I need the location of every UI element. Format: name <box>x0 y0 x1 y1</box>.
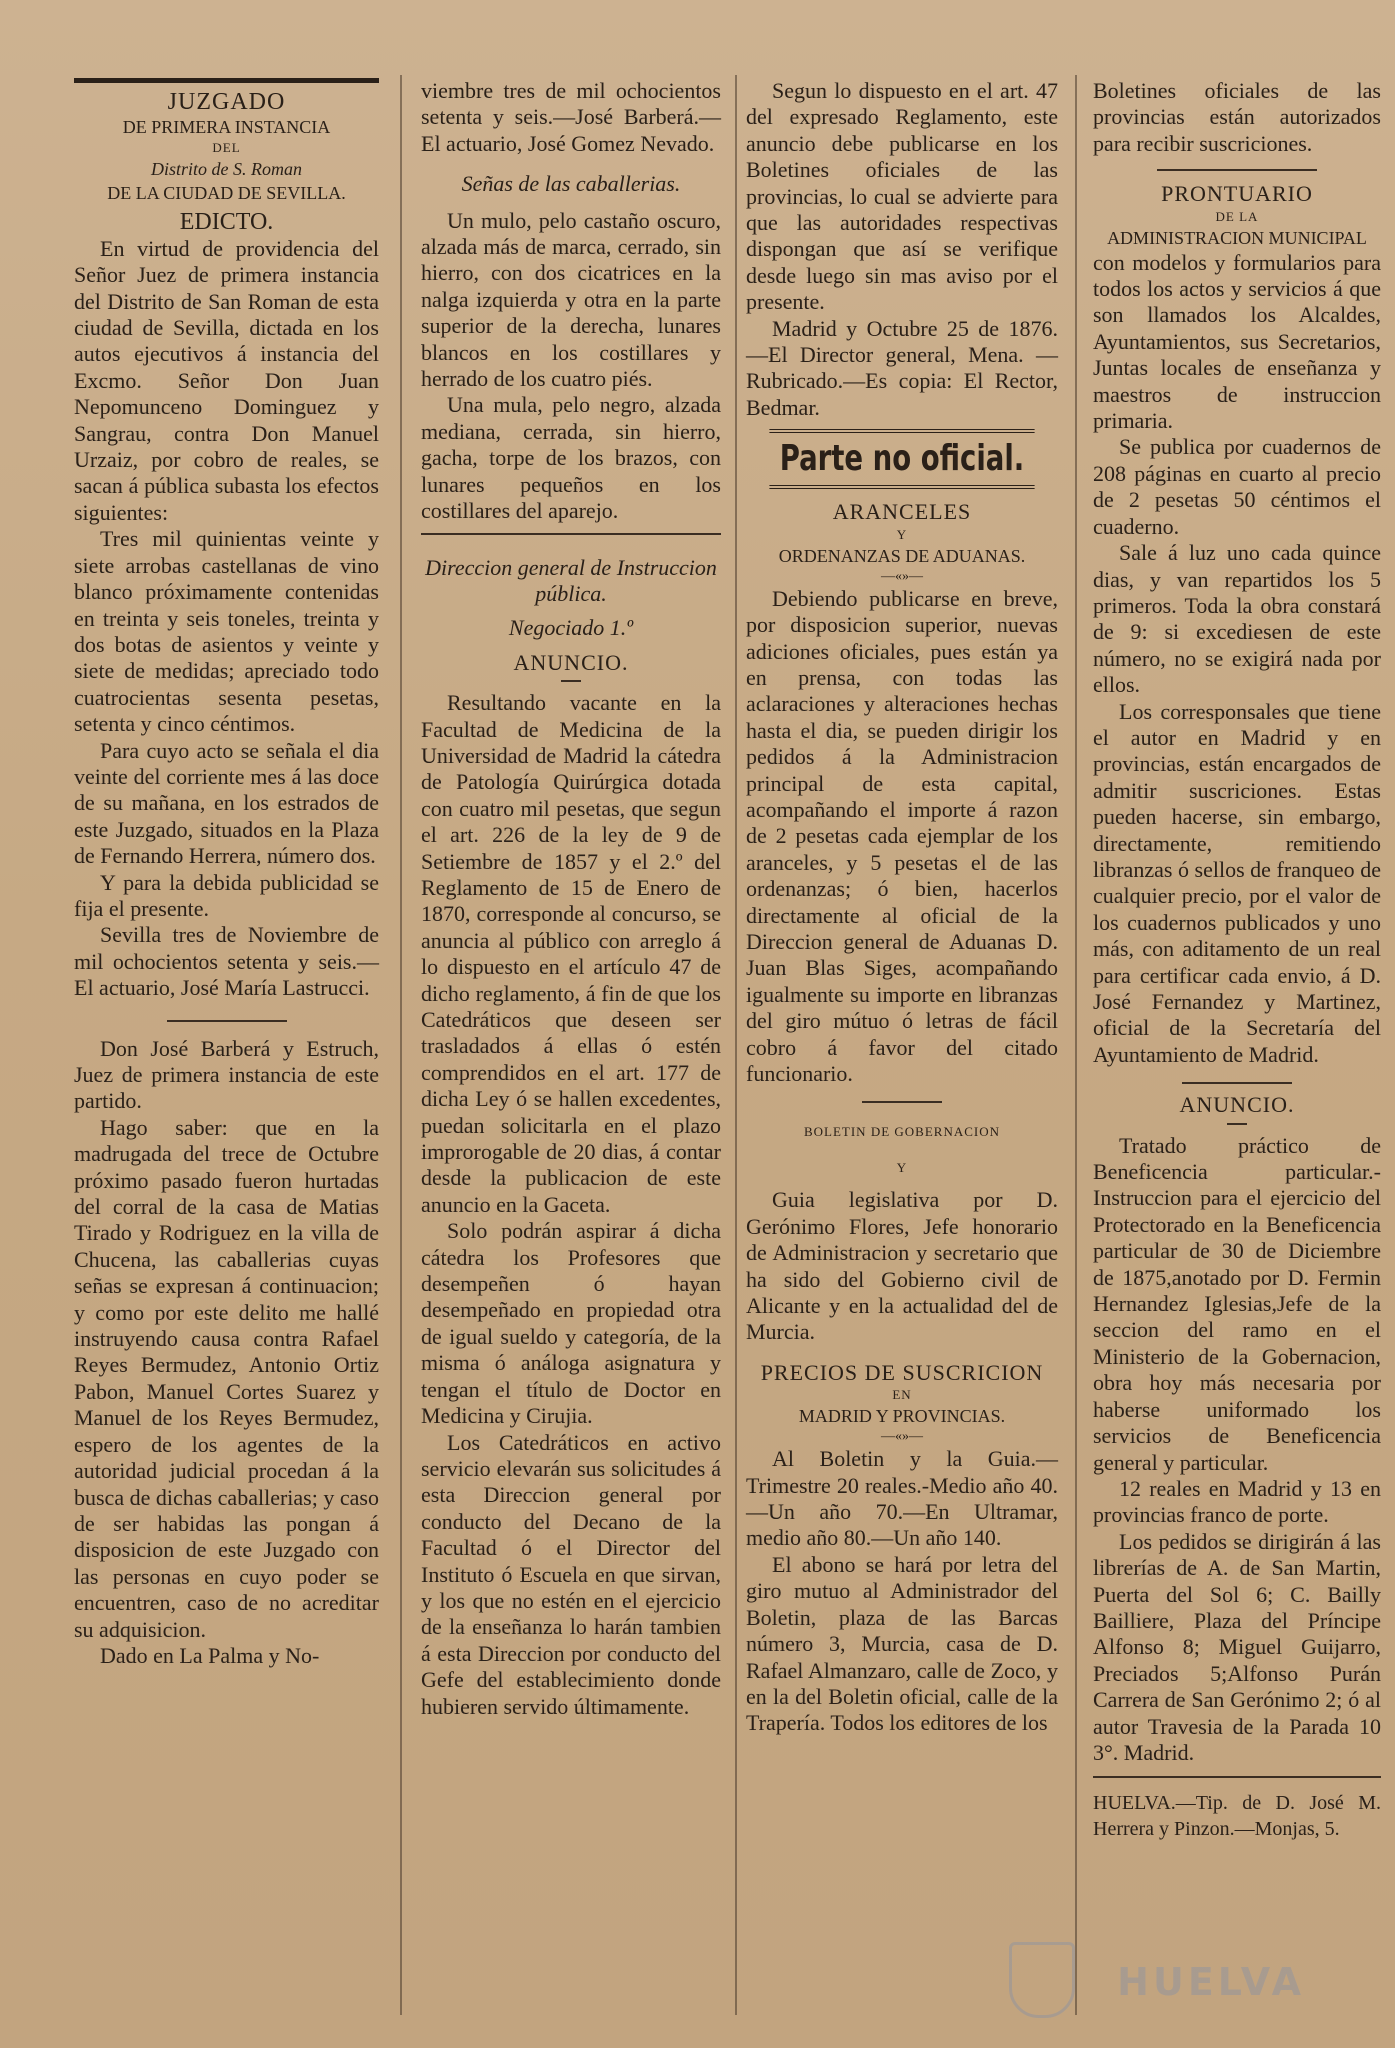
barbera-paragraph: Hago saber: que en la madrugada del trece de Octubre próximo pasado fueron hurtadas del corral de la casa de Matias Tirado y Rodriguez en la villa de Chucena, las caballerias cuyas señas se expresan á continuacion; y como por este delito me hallé instruyendo causa contra Rafael Reyes Bermudez, Antonio Ortiz Pabon, Manuel Cortes Suarez y Manuel de los Reyes Bermudez, espero de los agentes de la autoridad judicial procedan á la busca de dichas caballerias; y caso de ser habidas las pongan á disposicion de este Juzgado con las personas en cuyo poder se encuentren, caso de no acreditar su adquisicion. <box>74 1114 379 1642</box>
prontuario-paragraph: Sale á luz uno cada quince dias, y van repartidos los 5 primeros. Toda la obra constará de 9: si excediesen de este número, no se exigirá nada por ellos. <box>1093 540 1381 698</box>
juzgado-distrito: Distrito de S. Roman <box>151 159 302 180</box>
section-rule <box>862 1101 942 1103</box>
section-rule <box>421 533 721 535</box>
ornament-rule <box>1227 1123 1247 1125</box>
precios-paragraph: El abono se hará por letra del giro mutuo al Administrador del Boletin, plaza de las Barcas número 3, Murcia, casa de D. Rafael Almanzaro, calle de Zoco, y en la del Boletin oficial, calle de la Trapería. Todos los editores de los <box>746 1551 1058 1736</box>
ornament: —«»— <box>881 1429 923 1445</box>
edicto-heading: EDICTO. <box>179 209 274 236</box>
precios-subtitle: MADRID Y PROVINCIAS. <box>798 1406 1006 1427</box>
prontuario-paragraph: con modelos y formularios para todos los actos y servicios á que son llamados los Alcaldes, Ayuntamientos, sus Secretarios, Juntas locales de enseñanza y maestros de instruccion primaria. <box>1093 249 1381 434</box>
anuncio-paragraph: Los Catedráticos en activo servicio elevarán sus solicitudes á esta Direccion general por conducto del Decano de la Facultad ó el Director del Instituto ó Escuela en que sirvan, y los que no estén en el ejercicio de la enseñanza lo harán tambien á esta Direccion por conducto del Gefe del establecimiento donde hubieren servido últimamente. <box>421 1429 721 1719</box>
barbera-heading: Don José Barberá y Estruch, Juez de primera instancia de este partido. <box>74 1035 379 1114</box>
column-3 <box>746 78 1058 1737</box>
prontuario-title: PRONTUARIO <box>1161 181 1313 207</box>
precios-title: PRECIOS DE SUSCRICION <box>760 1359 1044 1385</box>
tratado-paragraph: Los pedidos se dirigirán á las librerías de A. de San Martin, Puerta del Sol 6; C. Bailly Bailliere, Plaza del Príncipe Alfonso 8; Miguel Guijarro, Preciados 5;Alfonso Purán Carrera de San Gerónimo 2; ó al autor Travesia de la Parada 10 3°. Madrid. <box>1093 1528 1381 1765</box>
top-rule <box>74 78 379 83</box>
parte-no-oficial-title: Parte no oficial. <box>769 429 1034 489</box>
tratado-paragraph: 12 reales en Madrid y 13 en provincias franco de porte. <box>1093 1475 1381 1528</box>
ornament: —«»— <box>881 568 923 584</box>
ornament-rule <box>561 680 581 682</box>
edicto-signature: Sevilla tres de Noviembre de mil ochocientos setenta y seis.—El actuario, José María Lastrucci. <box>74 922 379 1001</box>
prontuario-de: DE LA <box>1215 208 1259 224</box>
signature: Madrid y Octubre 25 de 1876. —El Director general, Mena. —Rubricado.—Es copia: El Rector, Bedmar. <box>746 315 1058 420</box>
edicto-paragraph: Y para la debida publicidad se fija el presente. <box>74 869 379 921</box>
paragraph: Segun lo dispuesto en el art. 47 del expresado Reglamento, este anuncio debe publicarse en los Boletines oficiales de las provincias, lo cual se advierte para que las autoridades respectivas dispongan que así se verifique desde luego sin mas aviso por el presente. <box>746 78 1058 315</box>
anuncio-heading: ANUNCIO. <box>1179 1092 1295 1118</box>
section-rule <box>1157 169 1317 171</box>
column-divider <box>400 75 402 2015</box>
ordenanzas-title: ORDENANZAS DE ADUANAS. <box>778 545 1026 566</box>
senas-paragraph: Un mulo, pelo castaño oscuro, alzada más de marca, cerrado, sin hierro, con dos cicatrices en la nalga izquierda y otra en la parte superior de la derecha, lunares blancos en los costillares y herrado de los cuatro piés. <box>421 207 721 392</box>
prontuario-paragraph: Los corresponsales que tiene el autor en Madrid y en provincias, están encargados de admitir suscriciones. Estas pueden hacerse, sin embargo, directamente, remitiendo libranzas ó sellos de franqueo de cualquier precio, por el valor de los cuadernos publicados y uno más, con aditamento de un real para certificar cada envio, á D. José Fernandez y Martinez, oficial de la Secretaría del Ayuntamiento de Madrid. <box>1093 698 1381 1067</box>
senas-heading: Señas de las caballerias. <box>461 171 681 197</box>
juzgado-del: DEL <box>212 140 241 156</box>
edicto-paragraph: Para cuyo acto se señala el dia veinte del corriente mes á las doce de su mañana, en los estrados de este Juzgado, situados en la Plaza de Fernando Herrera, número dos. <box>74 737 379 869</box>
column-2 <box>421 78 721 1720</box>
edicto-paragraph: En virtud de providencia del Señor Juez de primera instancia del Distrito de San Roman de esta ciudad de Sevilla, dictada en los autos ejecutivos á instancia del Excmo. Señor Don Juan Nepomunceno Dominguez y Sangrau, contra Don Manuel Urzaiz, por cobro de reales, se sacan á pública subasta los efectos siguientes: <box>74 235 379 525</box>
column-divider <box>735 75 737 2015</box>
barbera-paragraph: Dado en La Palma y No- <box>100 1642 320 1668</box>
juzgado-subtitle: DE PRIMERA INSTANCIA <box>122 117 331 138</box>
column-1 <box>74 78 379 1669</box>
edicto-paragraph: Tres mil quinientas veinte y siete arrobas castellanas de vino blanco próximamente contenidas en treinta y seis toneles, treinta y dos botas de asientos y veinte y siete de medidas; apreciado todo cuatrocientas sesenta pesetas, setenta y cinco céntimos. <box>74 526 379 737</box>
column-4 <box>1093 78 1381 1842</box>
prontuario-subtitle: ADMINISTRACION MUNICIPAL <box>1107 227 1367 248</box>
aranceles-y: Y <box>896 526 908 542</box>
anuncio-paragraph: Solo podrán aspirar á dicha cátedra los Profesores que desempeñen ó hayan desempeñado en propiedad otra de igual sueldo y categoría, de la misma ó análoga asignatura y tengan el título de Doctor en Medicina y Cirujia. <box>421 1218 721 1429</box>
aranceles-paragraph: Debiendo publicarse en breve, por disposicion superior, nuevas adiciones oficiales, pues están ya en prensa, con todas las aclaraciones y alteraciones hechas hasta el dia, se pueden dirigir los pedidos á la Administracion principal de esta capital, acompañando el importe á razon de 2 pesetas cada ejemplar de los aranceles, y 5 pesetas el de las ordenanzas; ó bien, hacerlos directamente al oficial de la Direccion general de Aduanas D. Juan Blas Siges, acompañando igualmente su importe en libranzas del giro mútuo ó letras de fácil cobro á favor del citado funcionario. <box>746 585 1058 1086</box>
guia-paragraph: Guia legislativa por D. Gerónimo Flores, Jefe honorario de Administracion y secretario que ha sido del Gobierno civil de Alicante y en la actualidad del de Murcia. <box>746 1187 1058 1345</box>
boletin-title: BOLETIN DE GOBERNACION <box>803 1124 1001 1140</box>
juzgado-title: JUZGADO <box>167 89 286 115</box>
column-divider <box>1075 75 1077 2015</box>
continued-paragraph: viembre tres de mil ochocientos setenta y seis.—José Barberá.—El actuario, José Gomez Nevado. <box>421 78 721 156</box>
continued-paragraph: Boletines oficiales de las provincias están autorizados para recibir suscriciones. <box>1093 78 1381 156</box>
anuncio-heading: ANUNCIO. <box>513 649 629 675</box>
archive-seal-icon <box>1009 1942 1075 2018</box>
juzgado-ciudad: DE LA CIUDAD DE SEVILLA. <box>107 183 346 204</box>
senas-paragraph: Una mula, pelo negro, alzada mediana, cerrada, sin hierro, gacha, torpe de los brazos, con lunares pequeños en los costillares del aparejo. <box>421 392 721 524</box>
boletin-y: Y <box>896 1160 908 1176</box>
section-rule <box>167 1020 287 1022</box>
archive-watermark: HUELVA <box>1117 1960 1305 2004</box>
precios-en: EN <box>892 1387 912 1403</box>
direccion-heading: Direccion general de Instruccion pública. <box>425 554 717 606</box>
prontuario-paragraph: Se publica por cuadernos de 208 páginas en cuarto al precio de 2 pesetas 50 céntimos el cuaderno. <box>1093 434 1381 539</box>
anuncio-paragraph: Resultando vacante en la Facultad de Medicina de la Universidad de Madrid la cátedra de Patología Quirúrgica dotada con cuatro mil pesetas, que segun el art. 226 de la ley de 9 de Setiembre de 1857 y el 2.º del Reglamento de 15 de Enero de 1870, corresponde al concurso, se anuncia al público con arreglo á lo dispuesto en el artículo 47 de dicho reglamento, á fin de que los Catedráticos que deseen ser trasladados á ellas ó estén comprendidos en el art. 177 de dicha Ley ó se hallen excedentes, puedan solicitarla en el plazo improrogable de 20 dias, á contar desde la publicacion de este anuncio en la Gaceta. <box>421 690 721 1217</box>
precios-paragraph: Al Boletin y la Guia.—Trimestre 20 reales.-Medio año 40.—Un año 70.—En Ultramar, medio año 80.—Un año 140. <box>746 1446 1058 1551</box>
section-rule <box>1182 1082 1292 1084</box>
negociado-label: Negociado 1.º <box>508 615 634 641</box>
aranceles-title: ARANCELES <box>832 499 972 525</box>
tratado-paragraph: Tratado práctico de Beneficencia particular.-Instruccion para el ejercicio del Protectorado en la Beneficencia particular de 30 de Diciembre de 1875,anotado por D. Fermin Hernandez Iglesias,Jefe de la seccion del ramo en el Ministerio de la Gobernacion, obra hoy más necesaria por haberse uniformado los servicios de Beneficencia general y particular. <box>1093 1132 1381 1475</box>
printer-imprint: HUELVA.—Tip. de D. José M. Herrera y Pinzon.—Monjas, 5. <box>1093 1776 1381 1842</box>
